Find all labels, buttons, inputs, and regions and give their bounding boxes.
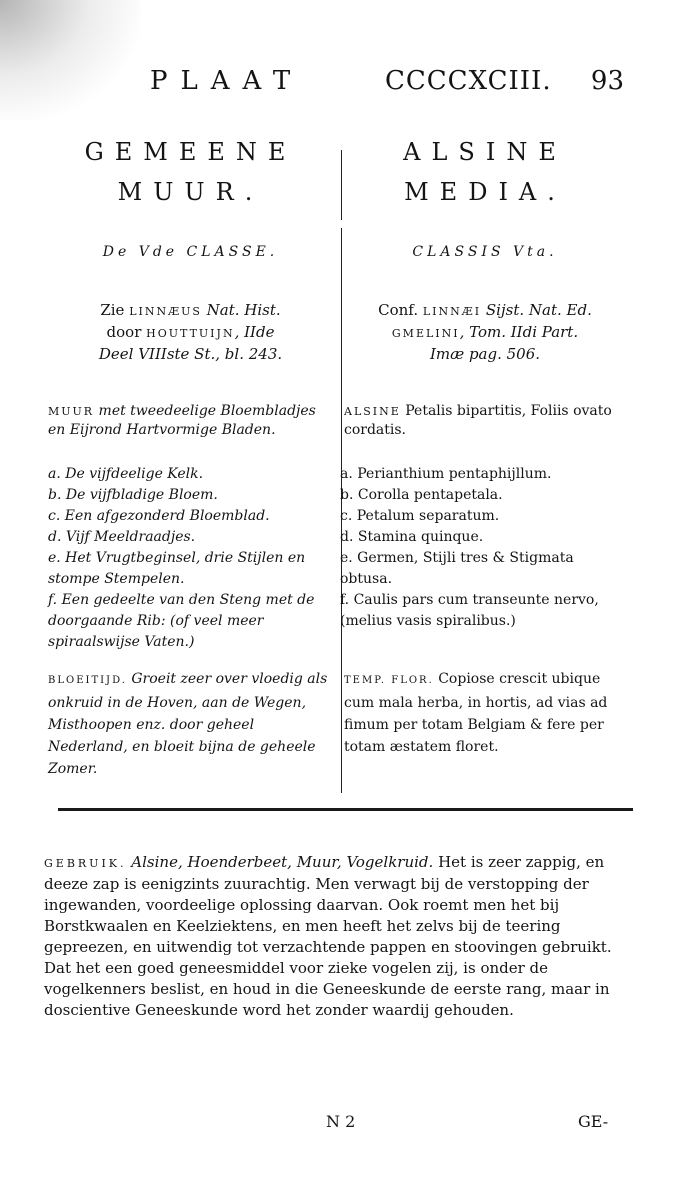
left-figure-list <box>48 464 333 653</box>
plate-label: PLAAT <box>150 66 304 96</box>
left-ref-line2-c: , IIde <box>234 323 275 341</box>
left-ref-line1 <box>48 300 333 322</box>
left-ref-line1-a: Zie <box>100 301 130 319</box>
list-item: d. Stamina quinque. <box>340 529 484 545</box>
left-desc-label: MUUR <box>48 405 95 418</box>
left-ref-author: LINNÆUS <box>129 305 202 318</box>
list-item: e. Germen, Stijli tres & Stigmata obtusa. <box>340 550 574 587</box>
bloeitijd-text: Groeit zeer over vloedig als onkruid in de Hoven, aan de Wegen, Misthoopen enz. door geheel Nederland, en bloeit bijna de geheele Zomer. <box>48 671 328 777</box>
right-temp-flor <box>340 668 630 758</box>
section-rule <box>58 808 633 811</box>
right-title-line1: ALSINE <box>403 138 567 166</box>
page-shading <box>0 0 140 120</box>
list-item: e. Het Vrugtbeginsel, drie Stijlen en stompe Stempelen. <box>48 550 306 587</box>
left-reference <box>48 300 333 364</box>
list-item: d. Vijf Meeldraadjes. <box>48 529 196 545</box>
right-column <box>340 132 630 212</box>
left-ref-line2-a: door <box>106 323 147 341</box>
right-figure-list <box>340 464 630 632</box>
left-ref-line1-c: Nat. Hist. <box>201 301 281 319</box>
right-desc-text: Petalis bipartitis, Foliis ovato cordatis. <box>344 403 612 438</box>
gebruik-label: GEBRUIK. <box>44 857 127 870</box>
list-item: f. Caulis pars cum transeunte nervo, (melius vasis spiralibus.) <box>340 592 599 629</box>
signature-mark: N 2 <box>326 1112 356 1131</box>
right-classis: CLASSIS Vta. <box>412 244 558 260</box>
left-title-line2: MUUR. <box>117 178 264 206</box>
right-desc-label: ALSINE <box>344 405 401 418</box>
list-item: c. Een afgezonderd Bloemblad. <box>48 508 270 524</box>
right-ref-line1 <box>340 300 630 322</box>
left-ref-translator: HOUTTUIJN <box>146 327 235 340</box>
gebruik-paragraph <box>44 852 624 1021</box>
right-reference <box>340 300 630 364</box>
list-item: b. Corolla pentapetala. <box>340 487 503 503</box>
page-number: 93 <box>590 66 624 96</box>
right-ref-author: LINNÆI <box>422 305 482 318</box>
right-title-line2: MEDIA. <box>404 178 566 206</box>
running-header <box>150 66 630 106</box>
temp-flor-label: TEMP. FLOR. <box>344 675 434 686</box>
right-ref-line2-b: , Tom. IIdi Part. <box>459 323 579 341</box>
right-ref-line3: Imæ pag. 506. <box>429 345 541 363</box>
right-ref-line1-a: Conf. <box>378 301 423 319</box>
right-description <box>340 402 630 439</box>
list-item: b. De vijfbladige Bloem. <box>48 487 218 503</box>
list-item: c. Petalum separatum. <box>340 508 500 524</box>
right-ref-line1-c: Sijst. Nat. Ed. <box>481 301 592 319</box>
left-ref-line2 <box>48 322 333 344</box>
list-item: a. De vijfdeelige Kelk. <box>48 466 204 482</box>
left-description <box>48 402 333 439</box>
left-classe: De Vde CLASSE. <box>102 244 279 260</box>
left-ref-line3: Deel VIIIste St., bl. 243. <box>98 345 283 363</box>
left-title-line1: GEMEENE <box>84 138 297 166</box>
catchword: GE- <box>578 1112 609 1131</box>
left-bloeitijd <box>48 668 333 780</box>
gebruik-names: Alsine, Hoenderbeet, Muur, Vogelkruid. <box>126 853 434 871</box>
list-item: f. Een gedeelte van den Steng met de doorgaande Rib: (of veel meer spiraalswijse Vaten.) <box>48 592 315 650</box>
left-desc-text: met tweedeelige Bloembladjes en Eijrond Hartvormige Bladen. <box>48 403 316 438</box>
gebruik-text: Het is zeer zappig, en deeze zap is eenigzints zuurachtig. Men verwagt bij de verstopping der ingewanden, voordeelige oplossing daarvan. Ook roemt men het bij Borstkwaalen en Keelziektens, en men heeft het zelvs bij de teering gepreezen, en uitwendig tot verzachtende pappen en stoovingen gebruikt. Dat het een goed geneesmiddel voor zieke vogelen zij, is onder de vogelkenners beslist, en houd in die Geneeskunde de eerste rang, maar in doscientive Geneeskunde word het zonder waardij gehouden. <box>44 853 612 1019</box>
left-column <box>48 132 333 212</box>
right-ref-line2 <box>340 322 630 344</box>
bloeitijd-label: BLOEITIJD. <box>48 675 127 686</box>
temp-flor-text: Copiose crescit ubique cum mala herba, in hortis, ad vias ad fimum per totam Belgiam & fere per totam æstatem floret. <box>344 671 608 755</box>
plate-number: CCCCXCIII. <box>385 66 552 96</box>
list-item: a. Perianthium pentaphijllum. <box>340 466 552 482</box>
right-ref-editor: GMELINI <box>391 327 460 340</box>
